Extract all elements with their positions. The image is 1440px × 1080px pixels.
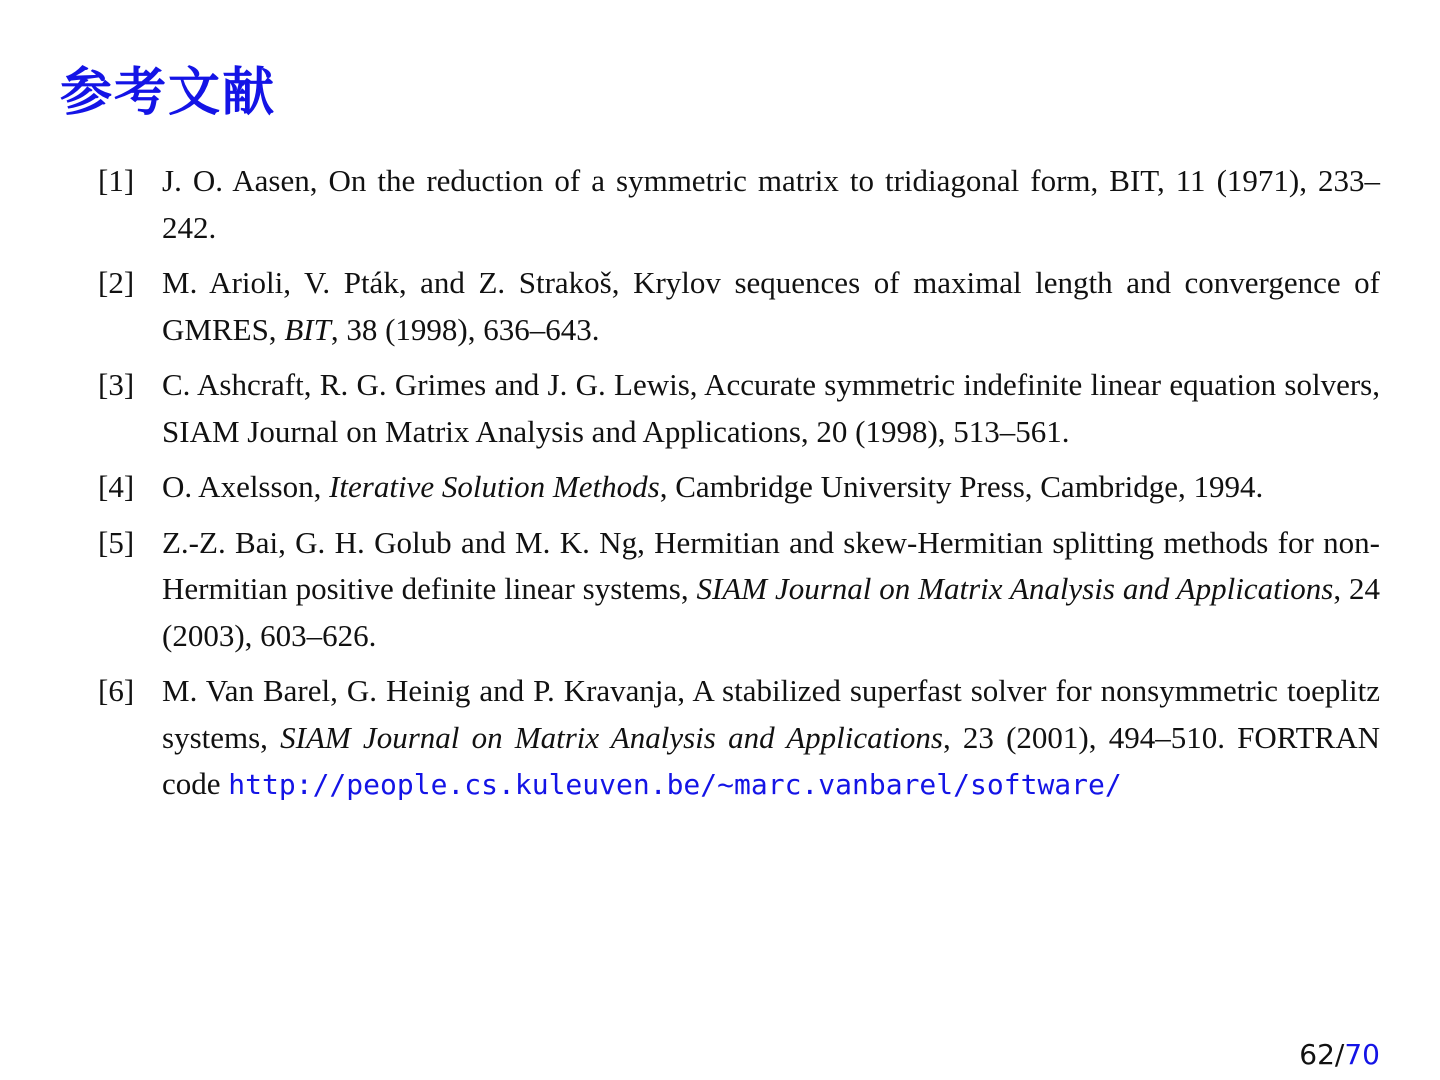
reference-text: C. Ashcraft, R. G. Grimes and J. G. Lewis, Accurate symmetric indefinite linear equation solvers, SIAM Journal on Matrix Analysis and Applications, 20 (1998), 513–561.: [162, 367, 1380, 449]
reference-list: [98, 158, 1380, 818]
reference-details: , 38 (1998), 636–643.: [330, 311, 600, 347]
reference-item-4: [98, 464, 1380, 511]
reference-text: [162, 469, 1263, 504]
reference-details: , Cambridge University Press, Cambridge, 1994.: [659, 469, 1264, 504]
reference-details: , 24 (2003), 603–626.: [162, 571, 1380, 653]
reference-journal: SIAM Journal on Matrix Analysis and Applications: [280, 719, 943, 755]
reference-item-5: [98, 520, 1380, 660]
page-current: 62: [1299, 1038, 1335, 1071]
reference-authors: O. Axelsson,: [162, 469, 330, 504]
reference-authors-title: M. Arioli, V. Pták, and Z. Strakoš, Krylov sequences of maximal length and convergence of GMRES,: [162, 265, 1380, 347]
reference-text: J. O. Aasen, On the reduction of a symmetric matrix to tridiagonal form, BIT, 11 (1971), 233–242.: [162, 163, 1380, 245]
reference-item-1: [98, 158, 1380, 251]
reference-details: , 23 (2001), 494–510. FORTRAN code: [162, 719, 1380, 801]
reference-item-2: [98, 260, 1380, 353]
slide-title: 参考文献: [60, 63, 277, 123]
reference-item-3: [98, 362, 1380, 455]
reference-number: [6]: [98, 673, 135, 708]
reference-text: [162, 525, 1380, 653]
reference-authors-title: Z.-Z. Bai, G. H. Golub and M. K. Ng, Hermitian and skew-Hermitian splitting methods for non-Hermitian positive definite linear systems,: [162, 524, 1380, 606]
reference-book-title: Iterative Solution Methods: [329, 469, 660, 504]
reference-journal: SIAM Journal on Matrix Analysis and Applications: [696, 571, 1334, 606]
fortran-code-link[interactable]: http://people.cs.kuleuven.be/~marc.vanbarel/software/: [228, 768, 1122, 801]
page-indicator: [1299, 1038, 1380, 1072]
reference-number: [2]: [98, 265, 135, 300]
page-total[interactable]: 70: [1344, 1038, 1380, 1071]
reference-item-6: [98, 668, 1380, 809]
reference-number: [3]: [98, 367, 135, 402]
reference-number: [4]: [98, 469, 135, 504]
reference-text: [162, 265, 1380, 347]
reference-number: [1]: [98, 163, 135, 198]
reference-journal: BIT: [284, 311, 331, 347]
reference-authors-title: M. Van Barel, G. Heinig and P. Kravanja, A stabilized superfast solver for nonsymmetric toeplitz systems,: [162, 673, 1380, 755]
reference-text: [162, 673, 1380, 801]
reference-number: [5]: [98, 524, 135, 560]
page-separator: /: [1334, 1038, 1345, 1071]
